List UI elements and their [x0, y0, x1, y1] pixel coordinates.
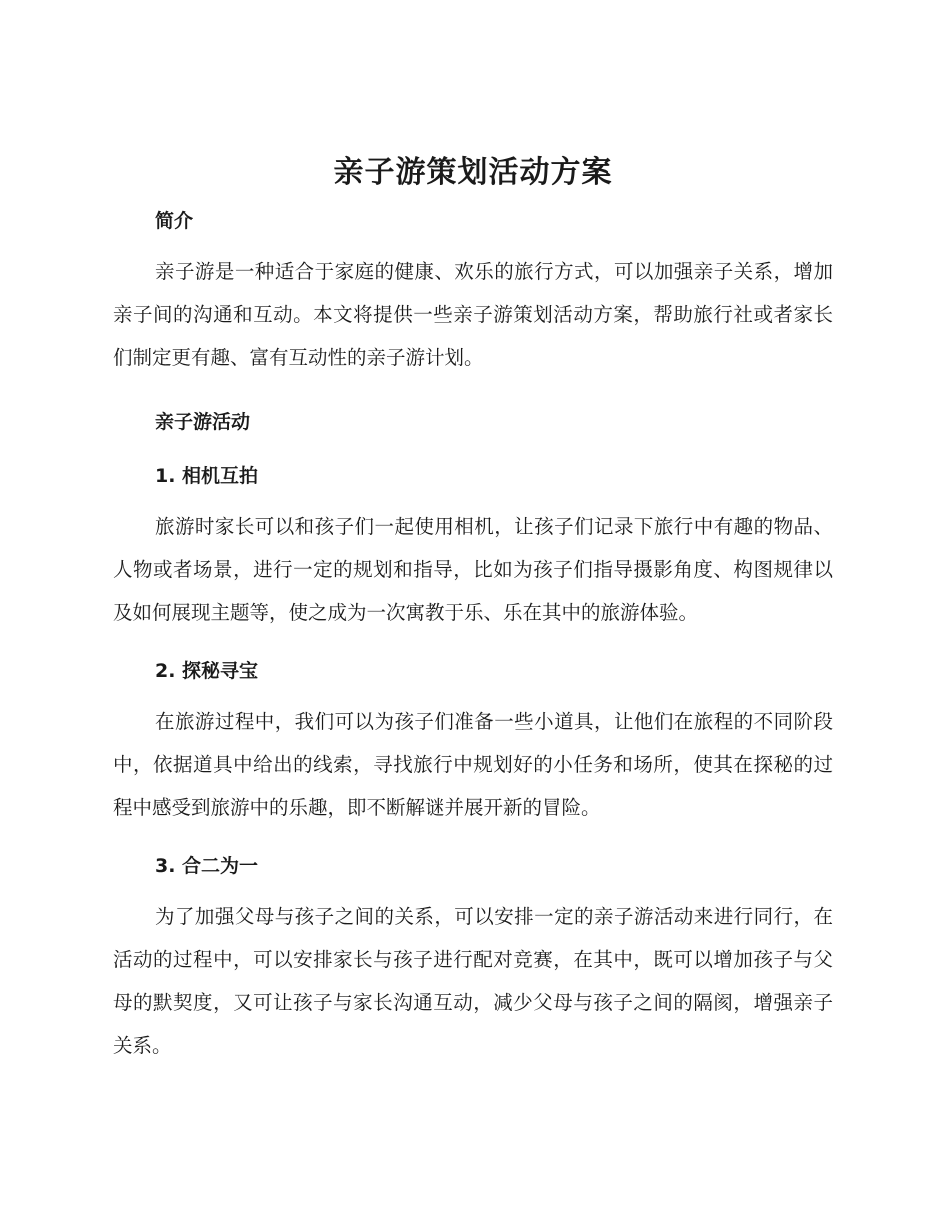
- section-heading-together: 3. 合二为一: [155, 855, 259, 877]
- section-heading-intro: 简介: [155, 210, 194, 232]
- document-title: 亲子游策划活动方案: [333, 155, 613, 190]
- section-heading-camera: 1. 相机互拍: [155, 465, 259, 487]
- document-body: [113, 150, 833, 1067]
- paragraph-treasure-hunt: 在旅游过程中，我们可以为孩子们准备一些小道具，让他们在旅程的不同阶段中，依据道具中给出的线索，寻找旅行中规划好的小任务和场所，使其在探秘的过程中感受到旅游中的乐趣，即不断解谜并展开新的冒险。: [113, 710, 833, 819]
- section-heading-activities: 亲子游活动: [155, 411, 251, 433]
- section-heading-treasure-hunt: 2. 探秘寻宝: [155, 660, 259, 682]
- paragraph-intro: 亲子游是一种适合于家庭的健康、欢乐的旅行方式，可以加强亲子关系，增加亲子间的沟通和互动。本文将提供一些亲子游策划活动方案，帮助旅行社或者家长们制定更有趣、富有互动性的亲子游计划。: [113, 260, 833, 369]
- paragraph-together: 为了加强父母与孩子之间的关系，可以安排一定的亲子游活动来进行同行，在活动的过程中，可以安排家长与孩子进行配对竞赛，在其中，既可以增加孩子与父母的默契度，又可让孩子与家长沟通互动，减少父母与孩子之间的隔阂，增强亲子关系。: [113, 905, 833, 1057]
- paragraph-camera: 旅游时家长可以和孩子们一起使用相机，让孩子们记录下旅行中有趣的物品、人物或者场景，进行一定的规划和指导，比如为孩子们指导摄影角度、构图规律以及如何展现主题等，使之成为一次寓教于乐、乐在其中的旅游体验。: [113, 515, 833, 624]
